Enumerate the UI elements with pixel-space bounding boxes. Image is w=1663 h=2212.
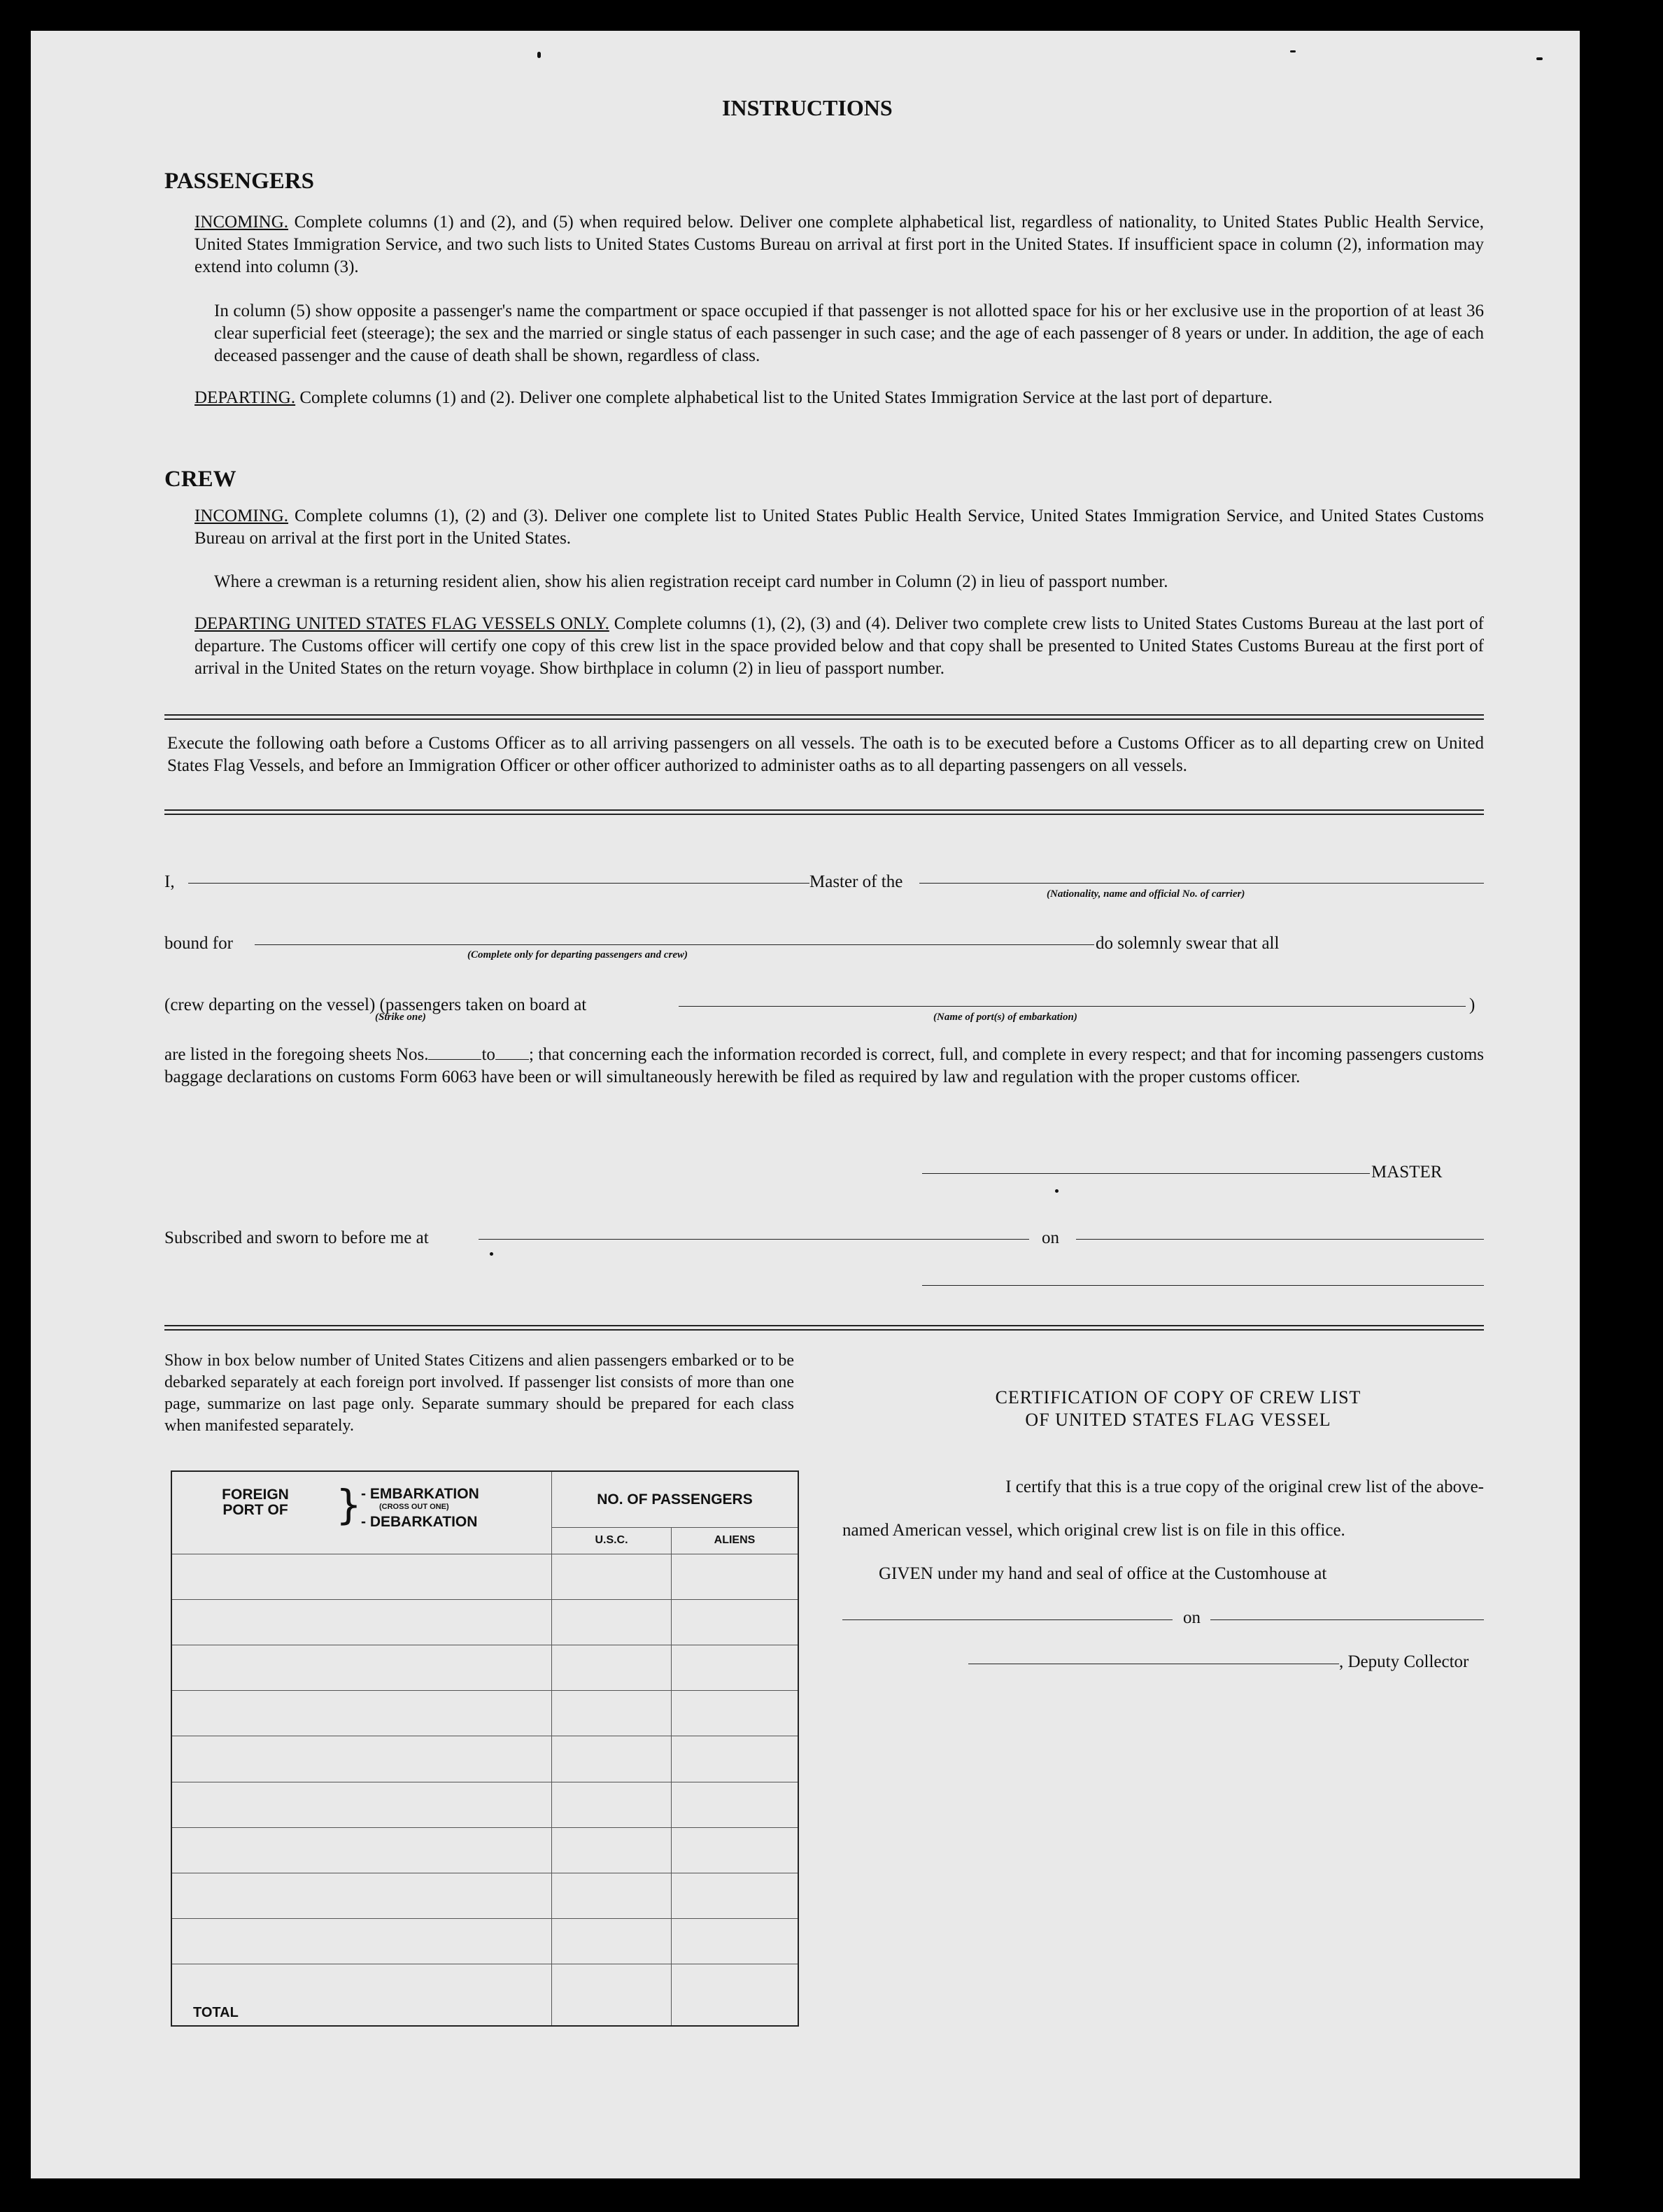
- port-cell[interactable]: [171, 1599, 552, 1645]
- summary-intro: Show in box below number of United States Citizens and alien passengers embarked or to be debarked separately at each foreign port involved. If passenger list consists of more than one page, summarize on last page only. Separate summary should be prepared for each class when manifested separately.: [164, 1352, 794, 1435]
- port-cell[interactable]: [171, 1691, 552, 1736]
- subscribed-label: Subscribed and sworn to before me at: [164, 1228, 429, 1247]
- customhouse-field[interactable]: [842, 1619, 1173, 1620]
- oath-listed-paragraph: [164, 1044, 1484, 1089]
- master-of-the-label: Master of the: [809, 872, 903, 891]
- aliens-cell[interactable]: [672, 1599, 799, 1645]
- aliens-cell[interactable]: [672, 1873, 799, 1919]
- master-name-field[interactable]: [188, 883, 809, 884]
- usc-cell[interactable]: [552, 1554, 672, 1599]
- double-rule: [164, 809, 1484, 815]
- do-solemnly-label: do solemnly swear that all: [1096, 934, 1280, 953]
- usc-cell[interactable]: [552, 1645, 672, 1690]
- crew-incoming-label: INCOMING.: [194, 506, 289, 525]
- crew-departing-paragraph: [194, 613, 1484, 680]
- page-title: INSTRUCTIONS: [722, 95, 893, 120]
- document-page: [31, 31, 1580, 2178]
- sheet-from-field[interactable]: [428, 1059, 481, 1060]
- certification-heading-line2: OF UNITED STATES FLAG VESSEL: [1025, 1410, 1331, 1430]
- usc-label: U.S.C.: [595, 1534, 628, 1547]
- crew-departing-label: DEPARTING UNITED STATES FLAG VESSELS ONLY.: [194, 614, 609, 633]
- crew-departing-label: (crew departing on the vessel) (passengers taken on board at: [164, 995, 587, 1014]
- master-signature-field[interactable]: [922, 1173, 1370, 1174]
- strike-one-note: (Strike one): [375, 1012, 426, 1023]
- debarkation-label[interactable]: - DEBARKATION: [361, 1514, 478, 1530]
- port-cell[interactable]: [171, 1554, 552, 1599]
- nationality-note: (Nationality, name and official No. of carrier): [1047, 888, 1245, 900]
- usc-cell[interactable]: [552, 1736, 672, 1782]
- aliens-total-cell[interactable]: [672, 1964, 799, 2026]
- certification-heading: [863, 1387, 1493, 1431]
- complete-only-note: (Complete only for departing passengers and crew): [467, 949, 688, 960]
- passenger-summary-table: [171, 1470, 799, 2027]
- crew-departing-text: Complete columns (1), (2), (3) and (4). Deliver two complete crew lists to United States Customs Bureau at the last port of departure. The Customs officer will certify one copy of this crew list in the space provided below and that copy shall be presented to United States Customs Bureau at the first port of arrival in the United States on the return voyage. Show birthplace in column (2) in lieu of passport number.: [194, 614, 1484, 678]
- aliens-cell[interactable]: [672, 1782, 799, 1827]
- are-listed-label: are listed in the foregoing sheets Nos.: [164, 1045, 429, 1064]
- crew-incoming-paragraph: [194, 505, 1484, 550]
- foreign-port-of-label: FOREIGN PORT OF: [222, 1487, 289, 1518]
- certification-heading-line1: CERTIFICATION OF COPY OF CREW LIST: [995, 1387, 1361, 1408]
- passengers-column5-paragraph: In column (5) show opposite a passenger's name the compartment or space occupied if that passenger is not allotted space for his or her exclusive use in the proportion of at least 36 clear superficial feet (steerage); the sex and the married or single status of each passenger in such case; and the age of each passenger of 8 years or under. In addition, the age of each deceased passenger and the cause of death shall be shown, regardless of class.: [214, 302, 1484, 365]
- oath-rest-text: ; that concerning each the information recorded is correct, full, and complete in every respect; and that for incoming passengers customs baggage declarations on customs Form 6063 have been or will simultaneously herewith be filed as required by law and regulation with the proper customs officer.: [164, 1045, 1484, 1086]
- crew-resident-paragraph: Where a crewman is a returning resident alien, show his alien registration receipt card number in Column (2) in lieu of passport number.: [214, 572, 1168, 591]
- deputy-collector-label: , Deputy Collector: [1339, 1652, 1469, 1671]
- aliens-cell[interactable]: [672, 1691, 799, 1736]
- usc-cell[interactable]: [552, 1691, 672, 1736]
- crew-incoming-text: Complete columns (1), (2) and (3). Deliver one complete list to United States Public Health Service, United States Immigration Service, and United States Customs Bureau on arrival at the first port in the United States.: [194, 506, 1485, 548]
- officer-signature-field[interactable]: [922, 1285, 1484, 1286]
- embarkation-label[interactable]: - EMBARKATION: [361, 1486, 479, 1502]
- certification-line3: GIVEN under my hand and seal of office at the Customhouse at: [879, 1564, 1327, 1583]
- port-cell[interactable]: [171, 1782, 552, 1827]
- carrier-field[interactable]: [919, 883, 1484, 884]
- certification-on-label: on: [1183, 1608, 1201, 1627]
- passengers-departing-text: Complete columns (1) and (2). Deliver one complete alphabetical list to the United States Immigration Service at the last port of departure.: [299, 388, 1273, 407]
- usc-cell[interactable]: [552, 1599, 672, 1645]
- bound-for-field[interactable]: [255, 944, 1094, 945]
- usc-cell[interactable]: [552, 1782, 672, 1827]
- port-cell[interactable]: [171, 1873, 552, 1919]
- aliens-cell[interactable]: [672, 1736, 799, 1782]
- scan-speck: [1055, 1189, 1059, 1193]
- port-cell[interactable]: [171, 1827, 552, 1873]
- aliens-cell[interactable]: [672, 1554, 799, 1599]
- brace-icon: }: [336, 1481, 362, 1529]
- usc-header: [552, 1528, 672, 1554]
- bound-for-label: bound for: [164, 934, 233, 953]
- passengers-incoming-label: INCOMING.: [194, 213, 289, 232]
- passengers-incoming-text: Complete columns (1) and (2), and (5) when required below. Deliver one complete alphabetical list, regardless of nationality, to United States Public Health Service, United States Immigration Service, and two such lists to United States Customs Bureau on arrival at first port in the United States. If insufficient space in column (2), information may extend into column (3).: [194, 213, 1485, 276]
- total-label: TOTAL: [193, 2005, 239, 2020]
- double-rule: [164, 1325, 1484, 1331]
- certification-line2: named American vessel, which original crew list is on file in this office.: [842, 1521, 1345, 1540]
- sheet-to-field[interactable]: [495, 1059, 529, 1060]
- usc-cell[interactable]: [552, 1919, 672, 1964]
- passengers-incoming-paragraph: [194, 211, 1484, 278]
- scan-speck: [537, 52, 541, 58]
- certification-line1: I certify that this is a true copy of the original crew list of the above-: [1005, 1477, 1484, 1496]
- close-paren: ): [1469, 995, 1476, 1014]
- no-passengers-header: [552, 1471, 799, 1528]
- oath-i-label: I,: [164, 872, 175, 891]
- to-label: to: [481, 1045, 495, 1064]
- aliens-label: ALIENS: [714, 1534, 756, 1547]
- master-signature-label: MASTER: [1371, 1163, 1443, 1182]
- sworn-on-label: on: [1042, 1228, 1059, 1247]
- usc-cell[interactable]: [552, 1873, 672, 1919]
- port-cell[interactable]: [171, 1645, 552, 1690]
- certification-date-field[interactable]: [1210, 1619, 1484, 1620]
- scan-speck: [1536, 57, 1543, 60]
- aliens-cell[interactable]: [672, 1827, 799, 1873]
- port-of-embarkation-field[interactable]: [679, 1006, 1466, 1007]
- scan-speck: [1290, 50, 1296, 52]
- scan-speck: [490, 1252, 493, 1256]
- usc-total-cell[interactable]: [552, 1964, 672, 2026]
- usc-cell[interactable]: [552, 1827, 672, 1873]
- sworn-date-field[interactable]: [1076, 1239, 1484, 1240]
- aliens-header: [672, 1528, 799, 1554]
- sworn-at-field[interactable]: [479, 1239, 1029, 1240]
- total-label-cell: [171, 1964, 552, 2026]
- passengers-departing-paragraph: [194, 387, 1484, 409]
- port-cell[interactable]: [171, 1736, 552, 1782]
- aliens-cell[interactable]: [672, 1645, 799, 1690]
- double-rule: [164, 714, 1484, 720]
- passengers-heading: PASSENGERS: [164, 169, 314, 194]
- aliens-cell[interactable]: [672, 1919, 799, 1964]
- no-passengers-label: NO. OF PASSENGERS: [597, 1491, 753, 1508]
- port-note: (Name of port(s) of embarkation): [933, 1012, 1077, 1023]
- port-cell[interactable]: [171, 1919, 552, 1964]
- oath-intro: Execute the following oath before a Customs Officer as to all arriving passengers on all vessels. The oath is to be executed before a Customs Officer as to all departing crew on United States Flag Vessels, and before an Immigration Officer or other officer authorized to administer oaths as to all departing passengers on all vessels.: [167, 734, 1484, 775]
- port-header-cell: [171, 1471, 552, 1554]
- passengers-departing-label: DEPARTING.: [194, 388, 296, 407]
- cross-out-note: (CROSS OUT ONE): [379, 1503, 449, 1511]
- crew-heading: CREW: [164, 467, 236, 492]
